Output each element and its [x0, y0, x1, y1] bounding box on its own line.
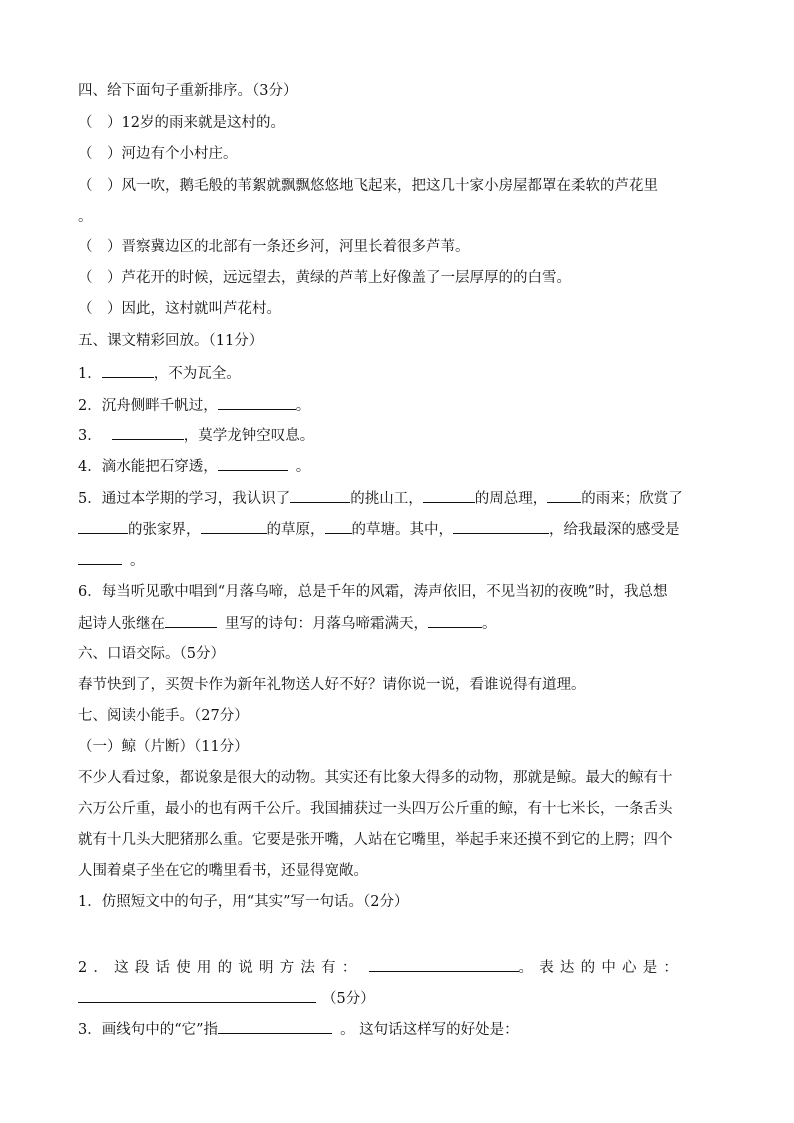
answer-blank[interactable] — [325, 519, 352, 534]
answer-blank[interactable] — [547, 488, 581, 503]
answer-blank[interactable] — [201, 519, 267, 534]
reading-question-1: 1．仿照短文中的句子，用“其实”写一句话。（2分） — [78, 894, 409, 910]
fill-question-2: 2．沉舟侧畔千帆过， 。 — [78, 395, 718, 416]
sentence-text: 12岁的雨来就是这村的。 — [121, 115, 285, 131]
answer-blank[interactable] — [453, 519, 549, 534]
sentence-text: 风一吹，鹅毛般的苇絮就飘飘悠悠地飞起来，把这几十家小房屋都罩在柔软的芦花里 — [121, 178, 658, 194]
passage-line-1: 不少人看过象，都说象是很大的动物。其实还有比象大得多的动物，那就是鲸。最大的鲸有十 — [78, 770, 673, 786]
answer-blank[interactable] — [78, 519, 128, 534]
answer-blank[interactable] — [428, 613, 482, 628]
fill-question-5-line-3: 。 — [78, 550, 718, 571]
sort-item-1 — [78, 113, 718, 133]
sentence-text: 因此，这村就叫芦花村。 — [121, 301, 281, 317]
answer-blank[interactable] — [290, 488, 350, 503]
sentence-text: 芦花开的时候，远远望去，黄绿的芦苇上好像盖了一层厚厚的的白雪。 — [121, 270, 571, 286]
sort-item-6 — [78, 299, 718, 319]
fill-question-6-line-1: 6．每当听见歌中唱到“月落乌啼，总是千年的风霜，涛声依旧，不见当初的夜晚”时，我总想 — [78, 584, 668, 600]
reading-question-3: 3．画线句中的“它”指 。 这句话这样写的好处是： — [78, 1019, 718, 1040]
fill-question-5-line-2: 的张家界， 的草原， 的草塘。其中， ，给我最深的感受是 — [78, 519, 718, 540]
reading-question-2-line-2: （5分） — [78, 988, 718, 1009]
sort-item-4 — [78, 237, 718, 257]
answer-blank[interactable] — [218, 1019, 332, 1034]
reading-question-2-line-1: 2．这段话使用的说明方法有： 。表达的中心是： — [78, 957, 718, 978]
sort-item-3 — [78, 176, 718, 196]
section-6-title: 六、口语交际。（5分） — [78, 646, 225, 662]
answer-blank[interactable] — [102, 363, 154, 378]
fill-question-3: 3． ，莫学龙钟空叹息。 — [78, 425, 718, 446]
answer-paren[interactable]: （ ） — [78, 239, 122, 255]
fill-question-1: 1． ，不为瓦全。 — [78, 363, 718, 384]
fill-question-5-line-1: 5．通过本学期的学习，我认识了 的挑山工， 的周总理， 的雨来；欣赏了 — [78, 488, 718, 509]
passage-line-3: 就有十几头大肥猪那么重。它要是张开嘴，人站在它嘴里，举起手来还摸不到它的上腭；四个 — [78, 832, 673, 848]
fill-question-6-line-2: 起诗人张继在 里写的诗句：月落乌啼霜满天， 。 — [78, 613, 718, 634]
section-4-title: 四、给下面句子重新排序。（3分） — [78, 83, 298, 99]
answer-blank[interactable] — [423, 488, 475, 503]
answer-paren[interactable]: （ ） — [78, 301, 122, 317]
answer-blank[interactable] — [78, 550, 122, 565]
answer-paren[interactable]: （ ） — [78, 270, 122, 286]
passage-line-4: 人围着桌子坐在它的嘴里看书，还显得宽敞。 — [78, 863, 368, 879]
sentence-text: 河边有个小村庄。 — [121, 146, 238, 162]
answer-blank[interactable] — [112, 425, 184, 440]
sort-item-3-continuation: 。 — [78, 209, 93, 225]
answer-blank[interactable] — [78, 988, 316, 1003]
oral-question: 春节快到了，买贺卡作为新年礼物送人好不好？请你说一说，看谁说得有道理。 — [78, 677, 586, 693]
sentence-text: 晋察冀边区的北部有一条还乡河，河里长着很多芦苇。 — [121, 239, 470, 255]
fill-question-4: 4．滴水能把石穿透， 。 — [78, 456, 718, 477]
section-7-title: 七、阅读小能手。（27分） — [78, 708, 249, 724]
answer-blank[interactable] — [218, 395, 296, 410]
passage-line-2: 六万公斤重，最小的也有两千公斤。我国捕获过一头四万公斤重的鲸，有十七米长，一条舌头 — [78, 801, 673, 817]
section-5-title: 五、课文精彩回放。（11分） — [78, 333, 264, 349]
sort-item-5 — [78, 268, 718, 288]
answer-blank[interactable] — [165, 613, 217, 628]
answer-paren[interactable]: （ ） — [78, 146, 122, 162]
answer-paren[interactable]: （ ） — [78, 115, 122, 131]
answer-blank[interactable] — [218, 456, 288, 471]
sort-item-2 — [78, 144, 718, 164]
answer-paren[interactable]: （ ） — [78, 178, 122, 194]
answer-blank[interactable] — [369, 957, 519, 972]
reading-subtitle: （一）鲸（片断）（11分） — [78, 739, 249, 755]
